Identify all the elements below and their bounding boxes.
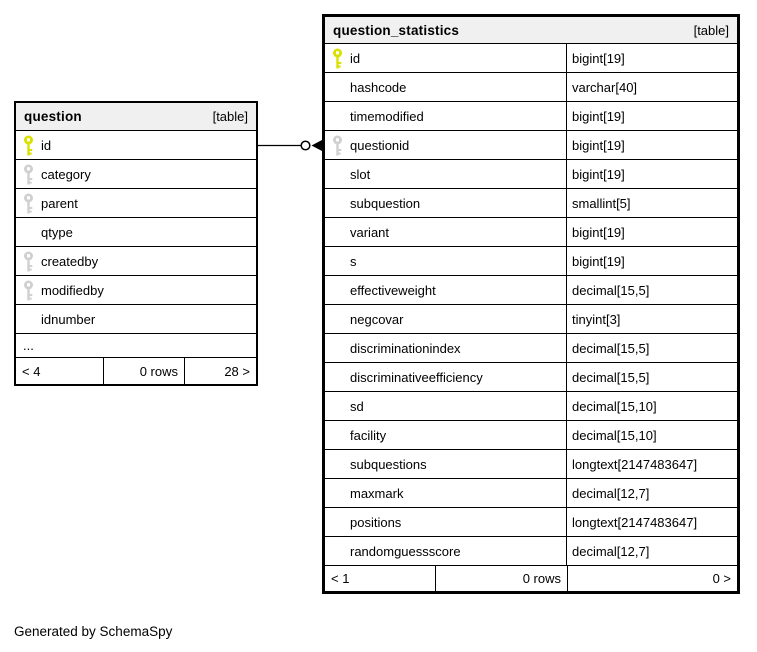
column-row <box>325 305 737 334</box>
table-footer <box>325 566 737 591</box>
column-row <box>325 218 737 247</box>
column-name: positions <box>350 514 402 530</box>
column-name: maxmark <box>350 485 404 501</box>
table-question-statistics <box>322 14 740 594</box>
column-name-cell <box>325 479 566 507</box>
column-name-cell <box>325 508 566 536</box>
column-name: qtype <box>41 224 73 240</box>
column-name-cell <box>16 160 256 188</box>
column-row <box>325 44 737 73</box>
column-name-cell <box>325 537 566 565</box>
column-name-cell <box>325 450 566 478</box>
column-type: decimal[15,10] <box>566 392 737 420</box>
foreign-key-icon <box>332 135 343 156</box>
column-type: longtext[2147483647] <box>566 508 737 536</box>
column-name-cell <box>325 131 566 159</box>
no-key-spacer <box>332 106 343 127</box>
column-row <box>325 450 737 479</box>
column-row <box>325 479 737 508</box>
column-name: discriminativeefficiency <box>350 369 483 385</box>
column-row <box>16 160 256 189</box>
generated-by-note: Generated by SchemaSpy <box>14 624 173 639</box>
column-row <box>325 421 737 450</box>
column-row <box>16 276 256 305</box>
no-key-spacer <box>332 541 343 562</box>
column-type: decimal[15,5] <box>566 276 737 304</box>
column-row <box>325 276 737 305</box>
column-type: bigint[19] <box>566 247 737 275</box>
column-row <box>325 189 737 218</box>
table-title[interactable]: question_statistics <box>333 22 460 38</box>
column-name: discriminationindex <box>350 340 461 356</box>
column-name: subquestion <box>350 195 421 211</box>
table-tag: [table] <box>212 109 248 124</box>
column-row <box>325 247 737 276</box>
hidden-columns-ellipsis: ... <box>16 334 256 358</box>
pager-next: 28 > <box>184 358 256 384</box>
no-key-spacer <box>332 512 343 533</box>
column-type: decimal[15,10] <box>566 421 737 449</box>
no-key-spacer <box>332 251 343 272</box>
column-name-cell <box>16 131 256 159</box>
table-header[interactable] <box>325 17 737 44</box>
column-name: randomguessscore <box>350 543 461 559</box>
column-row <box>325 392 737 421</box>
table-question <box>14 101 258 386</box>
column-name: s <box>350 253 357 269</box>
primary-key-icon <box>23 135 34 156</box>
table-header[interactable] <box>16 103 256 131</box>
column-name: questionid <box>350 137 410 153</box>
column-name-cell <box>325 218 566 246</box>
column-row <box>325 537 737 566</box>
column-rows <box>325 44 737 566</box>
column-type: varchar[40] <box>566 73 737 101</box>
column-row <box>325 363 737 392</box>
no-key-spacer <box>332 454 343 475</box>
column-name: variant <box>350 224 390 240</box>
column-type: bigint[19] <box>566 218 737 246</box>
column-name: negcovar <box>350 311 404 327</box>
foreign-key-icon <box>23 193 34 214</box>
no-key-spacer <box>332 338 343 359</box>
no-key-spacer <box>332 280 343 301</box>
column-row <box>325 334 737 363</box>
column-name: parent <box>41 195 78 211</box>
column-type: smallint[5] <box>566 189 737 217</box>
foreign-key-icon <box>23 251 34 272</box>
column-name-cell <box>325 276 566 304</box>
row-count: 0 rows <box>103 358 184 384</box>
column-name: category <box>41 166 91 182</box>
column-name-cell <box>16 276 256 304</box>
column-name-cell <box>325 73 566 101</box>
column-row <box>16 305 256 334</box>
column-row <box>325 160 737 189</box>
column-name-cell <box>16 247 256 275</box>
column-row <box>325 508 737 537</box>
no-key-spacer <box>332 77 343 98</box>
no-key-spacer <box>23 222 34 243</box>
column-row <box>16 189 256 218</box>
pager-next: 0 > <box>567 566 737 591</box>
column-name-cell <box>325 160 566 188</box>
column-row <box>325 131 737 160</box>
column-type: longtext[2147483647] <box>566 450 737 478</box>
column-name: idnumber <box>41 311 96 327</box>
no-key-spacer <box>332 309 343 330</box>
column-type: decimal[12,7] <box>566 537 737 565</box>
column-type: bigint[19] <box>566 102 737 130</box>
column-name: effectiveweight <box>350 282 436 298</box>
foreign-key-icon <box>23 280 34 301</box>
column-name-cell <box>325 305 566 333</box>
table-tag: [table] <box>693 22 729 38</box>
column-name-cell <box>16 189 256 217</box>
column-name-cell <box>325 392 566 420</box>
column-row <box>16 131 256 160</box>
no-key-spacer <box>332 396 343 417</box>
column-type: bigint[19] <box>566 44 737 72</box>
fk-relationship-connector <box>258 135 322 156</box>
column-name: id <box>41 137 52 153</box>
no-key-spacer <box>332 222 343 243</box>
column-name-cell <box>325 102 566 130</box>
column-name: createdby <box>41 253 99 269</box>
column-type: tinyint[3] <box>566 305 737 333</box>
column-name: modifiedby <box>41 282 104 298</box>
column-name: hashcode <box>350 79 407 95</box>
no-key-spacer <box>23 309 34 330</box>
column-name-cell <box>325 334 566 362</box>
column-row <box>325 73 737 102</box>
foreign-key-icon <box>23 164 34 185</box>
column-type: decimal[15,5] <box>566 363 737 391</box>
column-type: bigint[19] <box>566 131 737 159</box>
column-name-cell <box>325 44 566 72</box>
no-key-spacer <box>332 425 343 446</box>
column-type: bigint[19] <box>566 160 737 188</box>
no-key-spacer <box>332 164 343 185</box>
column-name-cell <box>325 363 566 391</box>
column-name: slot <box>350 166 371 182</box>
no-key-spacer <box>332 367 343 388</box>
arrowhead <box>312 140 323 151</box>
column-name: timemodified <box>350 108 424 124</box>
column-name: sd <box>350 398 364 414</box>
open-circle-endpoint <box>301 141 310 150</box>
column-name: subquestions <box>350 456 427 472</box>
column-row <box>325 102 737 131</box>
pager-prev: < 1 <box>331 571 350 586</box>
column-name-cell <box>16 305 256 333</box>
column-type: decimal[12,7] <box>566 479 737 507</box>
column-name-cell <box>325 189 566 217</box>
column-rows <box>16 131 256 334</box>
column-row <box>16 247 256 276</box>
no-key-spacer <box>332 483 343 504</box>
column-name: id <box>350 50 361 66</box>
column-name-cell <box>325 421 566 449</box>
column-name: facility <box>350 427 387 443</box>
column-name-cell <box>325 247 566 275</box>
table-footer <box>16 358 256 384</box>
column-type: decimal[15,5] <box>566 334 737 362</box>
pager-prev: < 4 <box>22 363 41 379</box>
column-row <box>16 218 256 247</box>
row-count: 0 rows <box>435 566 567 591</box>
table-title[interactable]: question <box>24 109 82 124</box>
no-key-spacer <box>332 193 343 214</box>
column-name-cell <box>16 218 256 246</box>
primary-key-icon <box>332 48 343 69</box>
